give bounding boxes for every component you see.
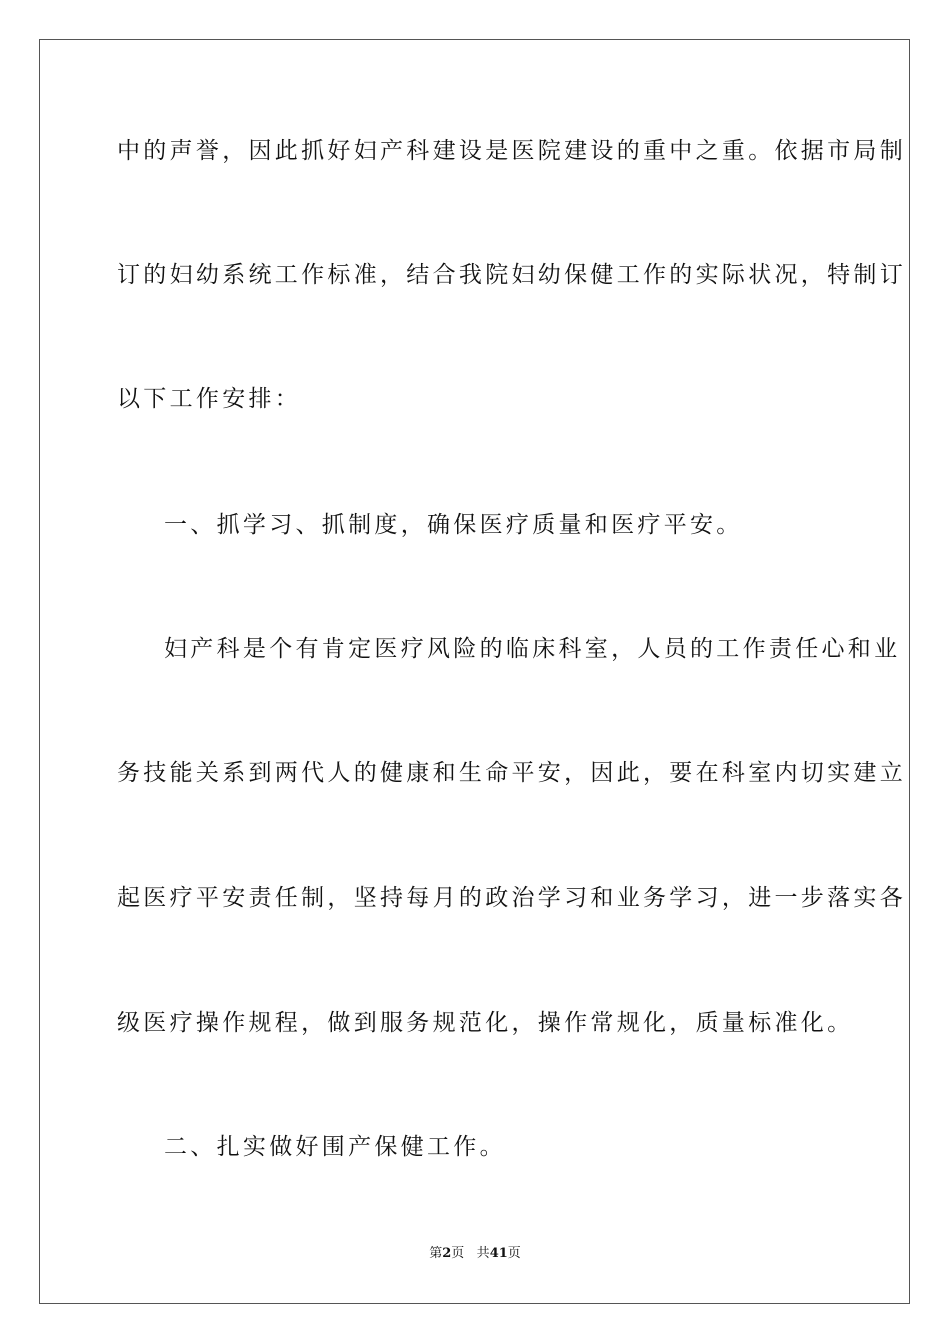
section-heading-2: 二、扎实做好围产保健工作。: [164, 1134, 506, 1160]
footer-page-suffix: 页: [451, 1246, 465, 1261]
page-footer: [0, 1245, 950, 1263]
body-line-2: 订的妇幼系统工作标准，结合我院妇幼保健工作的实际状况，特制订: [117, 262, 906, 288]
paragraph-line-3: 起医疗平安责任制，坚持每月的政治学习和业务学习，进一步落实各: [117, 885, 906, 911]
footer-total-prefix: 共: [476, 1246, 490, 1261]
section-heading-1: 一、抓学习、抓制度，确保医疗质量和医疗平安。: [164, 512, 743, 538]
footer-total-suffix: 页: [507, 1246, 521, 1261]
paragraph-line-1: 妇产科是个有肯定医疗风险的临床科室，人员的工作责任心和业: [164, 636, 901, 662]
body-line-3: 以下工作安排：: [117, 386, 302, 412]
footer-total-pages: 41: [489, 1246, 508, 1261]
paragraph-line-2: 务技能关系到两代人的健康和生命平安，因此，要在科室内切实建立: [117, 760, 906, 786]
footer-page-prefix: 第: [429, 1246, 443, 1261]
paragraph-line-4: 级医疗操作规程，做到服务规范化，操作常规化，质量标准化。: [117, 1010, 854, 1036]
page-frame: [39, 39, 910, 1304]
footer-page-number: 2: [442, 1246, 452, 1261]
body-line-1: 中的声誉，因此抓好妇产科建设是医院建设的重中之重。依据市局制: [117, 138, 906, 164]
